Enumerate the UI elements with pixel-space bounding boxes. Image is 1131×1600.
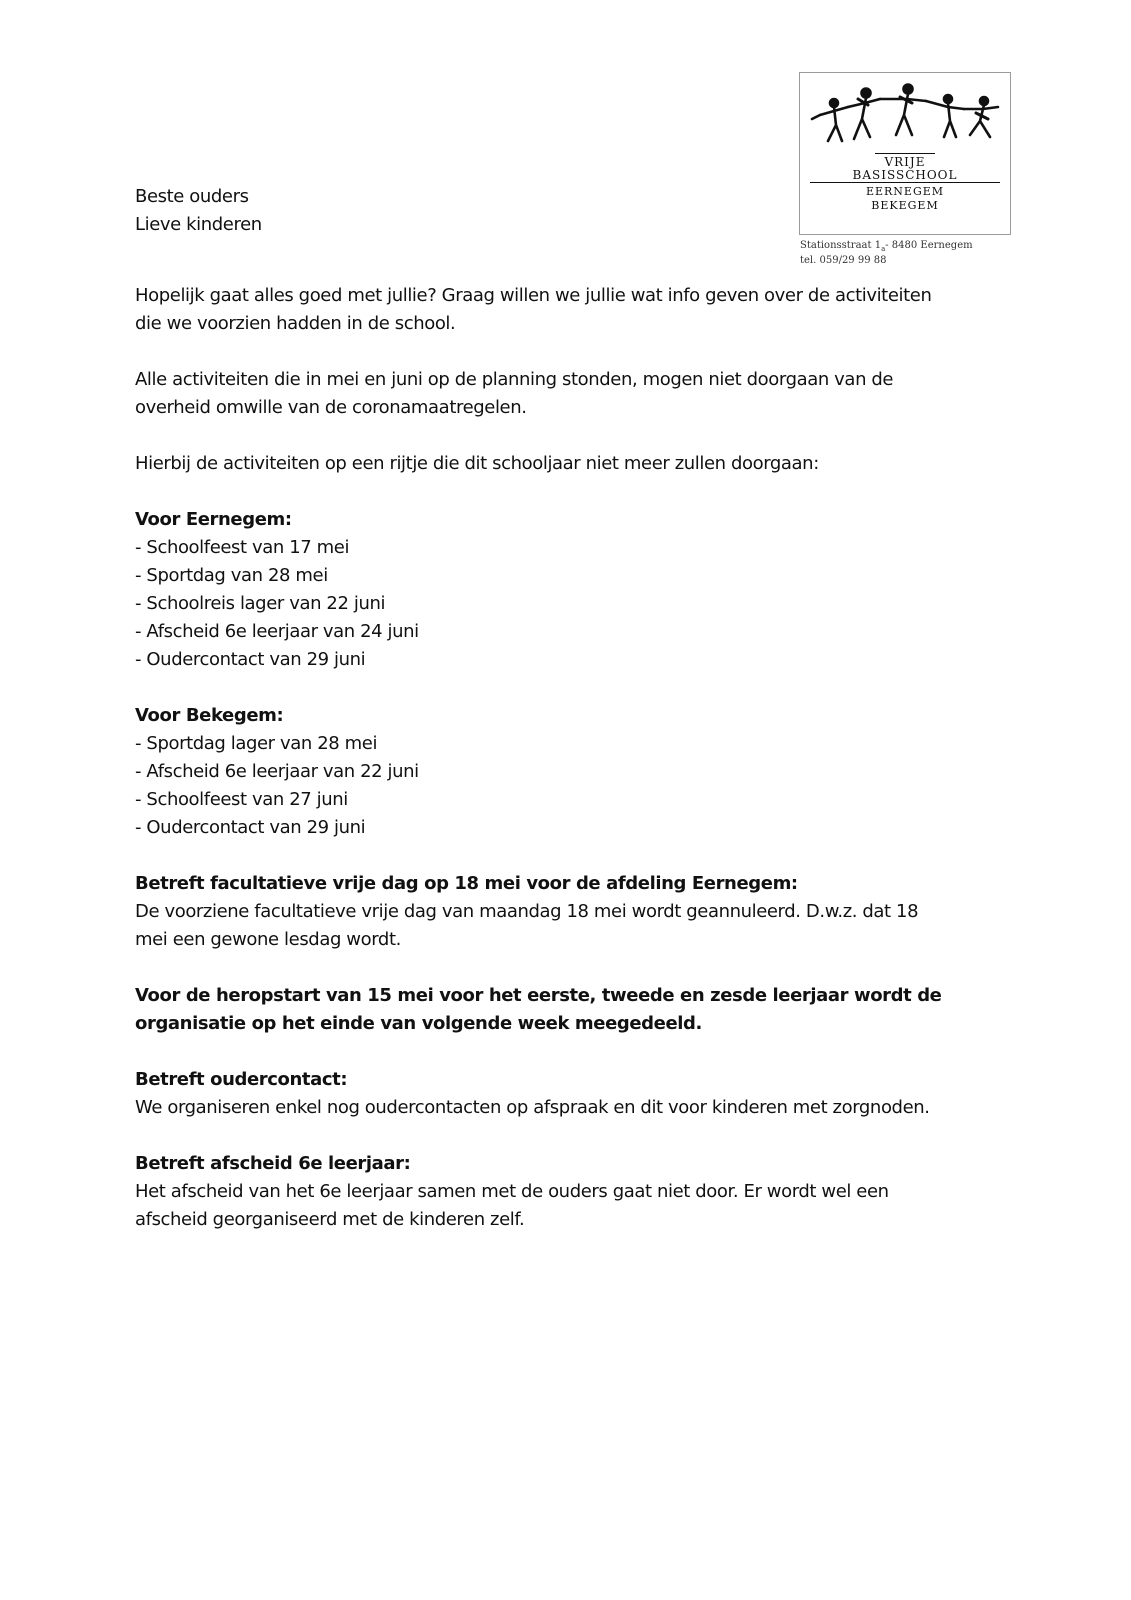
farewell-heading: Betreft afscheid 6e leerjaar: xyxy=(135,1153,411,1174)
intro-line: Hopelijk gaat alles goed met jullie? Graag willen we jullie wat info geven over de activiteiten xyxy=(135,285,932,306)
phone-line: tel. 059/29 99 88 xyxy=(800,255,887,266)
facultative-line: mei een gewone lesdag wordt. xyxy=(135,929,401,950)
dancing-children-icon xyxy=(808,79,1004,151)
logo-line-basisschool: BASISSCHOOL xyxy=(852,168,958,182)
logo-line-eernegem: EERNEGEM xyxy=(865,185,945,198)
farewell-line: Het afscheid van het 6e leerjaar samen met de ouders gaat niet door. Er wordt wel een xyxy=(135,1181,889,1202)
bekegem-heading: Voor Bekegem: xyxy=(135,705,284,726)
intro-line: die we voorzien hadden in de school. xyxy=(135,313,456,334)
letter-body xyxy=(135,183,1015,1234)
list-item: - Schoolfeest van 27 juni xyxy=(135,789,348,810)
eernegem-heading: Voor Eernegem: xyxy=(135,509,292,530)
list-item: - Afscheid 6e leerjaar van 24 juni xyxy=(135,621,419,642)
parent-contact-line: We organiseren enkel nog oudercontacten op afspraak en dit voor kinderen met zorgnoden. xyxy=(135,1097,930,1118)
list-item: - Afscheid 6e leerjaar van 22 juni xyxy=(135,761,419,782)
cancel-line: Alle activiteiten die in mei en juni op de planning stonden, mogen niet doorgaan van de xyxy=(135,369,894,390)
logo-line-bekegem: BEKEGEM xyxy=(871,199,939,212)
list-item: - Sportdag lager van 28 mei xyxy=(135,733,378,754)
address-line: Stationsstraat $1_a-$ 8480 Eernegem xyxy=(800,240,973,253)
list-item: - Oudercontact van 29 juni xyxy=(135,649,366,670)
facultative-line: De voorziene facultatieve vrije dag van maandag 18 mei wordt geannuleerd. D.w.z. dat 18 xyxy=(135,901,919,922)
list-item: - Schoolfeest van 17 mei xyxy=(135,537,350,558)
list-intro: Hierbij de activiteiten op een rijtje die dit schooljaar niet meer zullen doorgaan: xyxy=(135,453,819,474)
list-item: - Schoolreis lager van 22 juni xyxy=(135,593,386,614)
farewell-line: afscheid georganiseerd met de kinderen zelf. xyxy=(135,1209,525,1230)
logo-line-vrije: VRIJE xyxy=(884,155,926,169)
facultative-heading: Betreft facultatieve vrije dag op 18 mei voor de afdeling Eernegem: xyxy=(135,873,798,894)
greeting-children: Lieve kinderen xyxy=(135,214,262,235)
list-item: - Sportdag van 28 mei xyxy=(135,565,328,586)
cancel-line: overheid omwille van de coronamaatregelen. xyxy=(135,397,527,418)
list-item: - Oudercontact van 29 juni xyxy=(135,817,366,838)
restart-line: Voor de heropstart van 15 mei voor het eerste, tweede en zesde leerjaar wordt de xyxy=(135,985,942,1006)
parent-contact-heading: Betreft oudercontact: xyxy=(135,1069,348,1090)
greeting-parents: Beste ouders xyxy=(135,186,249,207)
restart-line: organisatie op het einde van volgende week meegedeeld. xyxy=(135,1013,702,1034)
